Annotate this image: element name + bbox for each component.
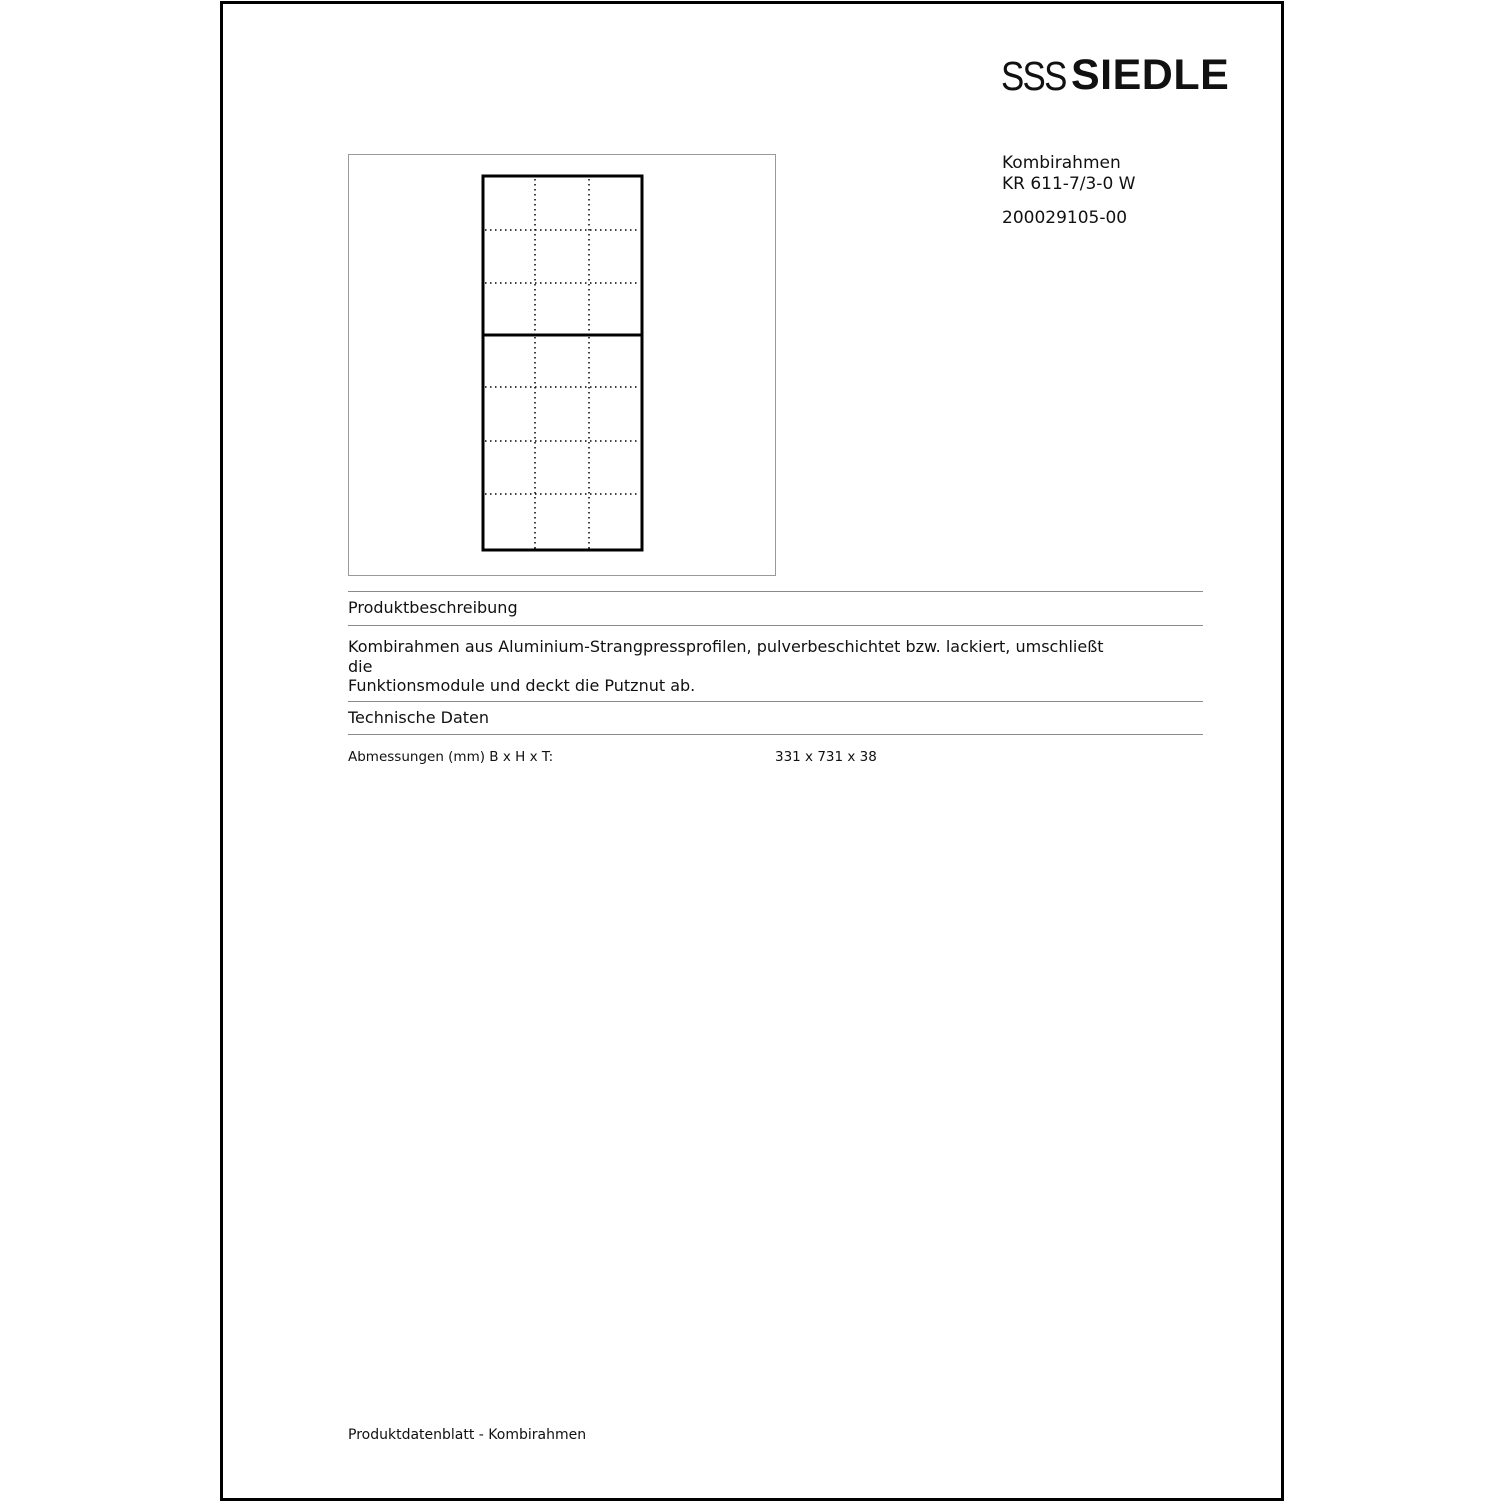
rule-top-description bbox=[348, 591, 1203, 592]
dimensions-label: Abmessungen (mm) B x H x T: bbox=[348, 749, 554, 765]
description-line-2: Funktionsmodule und deckt die Putznut ab. bbox=[348, 676, 696, 695]
lower-module-grid bbox=[485, 337, 640, 549]
rule-bottom-description-heading bbox=[348, 625, 1203, 626]
footer-text: Produktdatenblatt - Kombirahmen bbox=[348, 1427, 587, 1443]
product-info bbox=[1002, 153, 1135, 229]
siedle-logo-mark: SSS bbox=[1001, 53, 1066, 99]
product-drawing-frame bbox=[348, 154, 776, 576]
frame-outline bbox=[483, 176, 642, 550]
product-description bbox=[348, 637, 1108, 696]
product-category: Kombirahmen bbox=[1002, 153, 1121, 173]
frame-drawing bbox=[349, 155, 775, 575]
description-line-1: Kombirahmen aus Aluminium-Strangpressprofilen, pulverbeschichtet bzw. lackiert, umschließt die bbox=[348, 637, 1104, 676]
rule-bottom-tech-heading bbox=[348, 734, 1203, 735]
product-model: KR 611-7/3-0 W bbox=[1002, 174, 1136, 194]
product-number: 200029105-00 bbox=[1002, 208, 1128, 228]
description-heading: Produktbeschreibung bbox=[348, 598, 518, 617]
siedle-logo-text: SIEDLE bbox=[1071, 51, 1230, 99]
tech-heading: Technische Daten bbox=[348, 708, 490, 727]
upper-module-grid bbox=[485, 179, 640, 335]
siedle-logo bbox=[1001, 51, 1230, 99]
rule-top-tech bbox=[348, 701, 1203, 702]
dimensions-value: 331 x 731 x 38 bbox=[775, 749, 877, 765]
